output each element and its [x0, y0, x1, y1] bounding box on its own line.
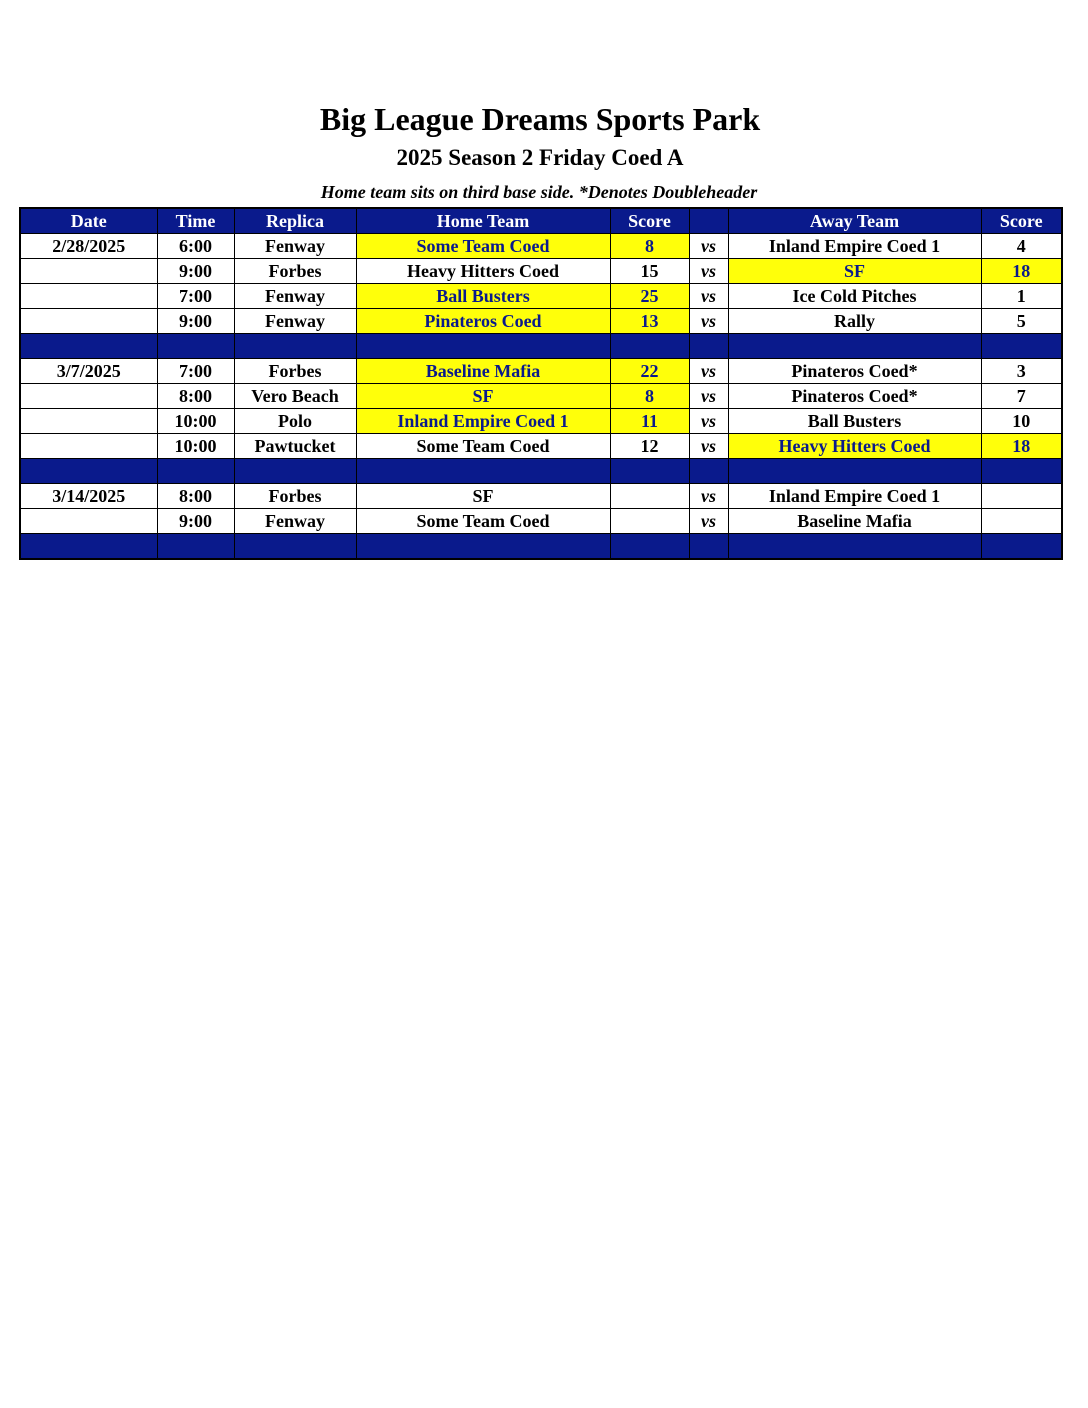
away-team-cell: Ball Busters — [728, 409, 981, 434]
away-team-cell: Heavy Hitters Coed — [728, 434, 981, 459]
header-row — [20, 208, 1062, 234]
game-row — [20, 484, 1062, 509]
game-date-cell: 2/28/2025 — [20, 234, 157, 259]
col-header-away-team: Away Team — [728, 208, 981, 234]
separator-cell — [356, 534, 610, 560]
game-replica-cell: Forbes — [234, 359, 356, 384]
game-date-cell: 3/7/2025 — [20, 359, 157, 384]
game-date-cell — [20, 509, 157, 534]
separator-cell — [610, 459, 689, 484]
away-team-cell: Ice Cold Pitches — [728, 284, 981, 309]
game-row — [20, 234, 1062, 259]
game-date-cell — [20, 384, 157, 409]
game-replica-cell: Fenway — [234, 284, 356, 309]
col-header-time: Time — [157, 208, 234, 234]
away-team-cell: Rally — [728, 309, 981, 334]
separator-cell — [20, 534, 157, 560]
home-score-cell: 11 — [610, 409, 689, 434]
separator-cell — [610, 534, 689, 560]
game-time-cell: 8:00 — [157, 384, 234, 409]
page-title: Big League Dreams Sports Park — [319, 101, 761, 137]
vs-cell: vs — [689, 284, 728, 309]
game-time-cell: 8:00 — [157, 484, 234, 509]
home-score-cell — [610, 484, 689, 509]
away-score-cell: 4 — [981, 234, 1062, 259]
separator-cell — [728, 534, 981, 560]
game-time-cell: 10:00 — [157, 409, 234, 434]
game-replica-cell: Forbes — [234, 259, 356, 284]
home-team-cell: Some Team Coed — [356, 509, 610, 534]
away-score-cell: 3 — [981, 359, 1062, 384]
separator-cell — [981, 534, 1062, 560]
game-replica-cell: Forbes — [234, 484, 356, 509]
home-team-cell: Ball Busters — [356, 284, 610, 309]
col-header-home-score: Score — [610, 208, 689, 234]
game-row — [20, 509, 1062, 534]
game-time-cell: 10:00 — [157, 434, 234, 459]
game-date-cell: 3/14/2025 — [20, 484, 157, 509]
separator-cell — [234, 534, 356, 560]
vs-cell: vs — [689, 384, 728, 409]
schedule-body — [20, 234, 1062, 560]
game-replica-cell: Fenway — [234, 234, 356, 259]
separator-cell — [234, 334, 356, 359]
separator-cell — [728, 334, 981, 359]
game-replica-cell: Pawtucket — [234, 434, 356, 459]
col-header-replica: Replica — [234, 208, 356, 234]
separator-cell — [20, 459, 157, 484]
separator-cell — [981, 459, 1062, 484]
game-date-cell — [20, 409, 157, 434]
home-score-cell: 12 — [610, 434, 689, 459]
home-team-cell: Inland Empire Coed 1 — [356, 409, 610, 434]
away-team-cell: SF — [728, 259, 981, 284]
home-team-cell: Heavy Hitters Coed — [356, 259, 610, 284]
away-team-cell: Inland Empire Coed 1 — [728, 234, 981, 259]
away-score-cell: 18 — [981, 259, 1062, 284]
game-time-cell: 9:00 — [157, 259, 234, 284]
vs-cell: vs — [689, 409, 728, 434]
date-separator-row — [20, 534, 1062, 560]
game-time-cell: 7:00 — [157, 284, 234, 309]
vs-cell: vs — [689, 309, 728, 334]
home-score-cell: 13 — [610, 309, 689, 334]
separator-cell — [234, 459, 356, 484]
game-row — [20, 434, 1062, 459]
game-row — [20, 359, 1062, 384]
away-score-cell: 18 — [981, 434, 1062, 459]
away-score-cell: 1 — [981, 284, 1062, 309]
vs-cell: vs — [689, 259, 728, 284]
col-header-vs — [689, 208, 728, 234]
away-score-cell: 5 — [981, 309, 1062, 334]
game-time-cell: 9:00 — [157, 509, 234, 534]
date-separator-row — [20, 459, 1062, 484]
game-date-cell — [20, 284, 157, 309]
game-replica-cell: Fenway — [234, 309, 356, 334]
game-time-cell: 9:00 — [157, 309, 234, 334]
home-score-cell: 25 — [610, 284, 689, 309]
separator-cell — [689, 334, 728, 359]
separator-cell — [20, 334, 157, 359]
game-row — [20, 309, 1062, 334]
away-score-cell — [981, 509, 1062, 534]
separator-cell — [728, 459, 981, 484]
vs-cell: vs — [689, 234, 728, 259]
col-header-away-score: Score — [981, 208, 1062, 234]
home-team-cell: Some Team Coed — [356, 234, 610, 259]
game-date-cell — [20, 434, 157, 459]
col-header-home-team: Home Team — [356, 208, 610, 234]
game-date-cell — [20, 309, 157, 334]
game-replica-cell: Polo — [234, 409, 356, 434]
separator-cell — [689, 459, 728, 484]
separator-cell — [981, 334, 1062, 359]
away-team-cell: Baseline Mafia — [728, 509, 981, 534]
away-score-cell — [981, 484, 1062, 509]
separator-cell — [157, 334, 234, 359]
doubleheader-note: Home team sits on third base side. *Denotes Doubleheader — [320, 182, 758, 202]
home-team-cell: Some Team Coed — [356, 434, 610, 459]
game-date-cell — [20, 259, 157, 284]
home-score-cell — [610, 509, 689, 534]
page-subtitle: 2025 Season 2 Friday Coed A — [396, 145, 684, 170]
home-score-cell: 15 — [610, 259, 689, 284]
away-score-cell: 7 — [981, 384, 1062, 409]
home-score-cell: 22 — [610, 359, 689, 384]
schedule-table — [19, 207, 1063, 560]
separator-cell — [157, 534, 234, 560]
home-score-cell: 8 — [610, 384, 689, 409]
separator-cell — [157, 459, 234, 484]
separator-cell — [356, 334, 610, 359]
away-score-cell: 10 — [981, 409, 1062, 434]
separator-cell — [689, 534, 728, 560]
home-score-cell: 8 — [610, 234, 689, 259]
vs-cell: vs — [689, 359, 728, 384]
game-row — [20, 259, 1062, 284]
game-replica-cell: Fenway — [234, 509, 356, 534]
game-row — [20, 384, 1062, 409]
home-team-cell: Pinateros Coed — [356, 309, 610, 334]
game-replica-cell: Vero Beach — [234, 384, 356, 409]
home-team-cell: SF — [356, 384, 610, 409]
game-time-cell: 6:00 — [157, 234, 234, 259]
vs-cell: vs — [689, 484, 728, 509]
away-team-cell: Pinateros Coed* — [728, 359, 981, 384]
col-header-date: Date — [20, 208, 157, 234]
vs-cell: vs — [689, 434, 728, 459]
home-team-cell: Baseline Mafia — [356, 359, 610, 384]
separator-cell — [610, 334, 689, 359]
separator-cell — [356, 459, 610, 484]
vs-cell: vs — [689, 509, 728, 534]
game-time-cell: 7:00 — [157, 359, 234, 384]
date-separator-row — [20, 334, 1062, 359]
game-row — [20, 284, 1062, 309]
home-team-cell: SF — [356, 484, 610, 509]
away-team-cell: Inland Empire Coed 1 — [728, 484, 981, 509]
game-row — [20, 409, 1062, 434]
away-team-cell: Pinateros Coed* — [728, 384, 981, 409]
